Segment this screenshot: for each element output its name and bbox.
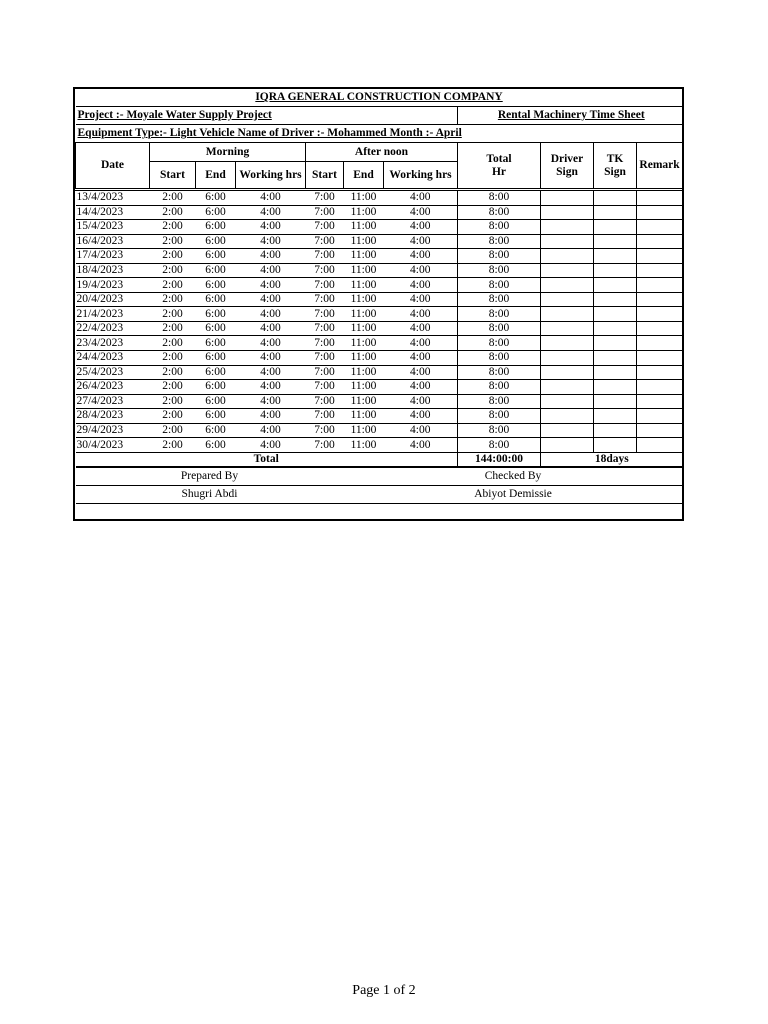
cell-date: 16/4/2023 <box>76 234 150 249</box>
cell-total: 8:00 <box>458 394 541 409</box>
cell-driver-sign <box>541 190 594 206</box>
cell-a-hrs: 4:00 <box>384 307 458 322</box>
cell-a-end: 11:00 <box>344 220 384 235</box>
cell-date: 21/4/2023 <box>76 307 150 322</box>
cell-a-hrs: 4:00 <box>384 336 458 351</box>
cell-a-start: 7:00 <box>306 278 344 293</box>
cell-total: 8:00 <box>458 234 541 249</box>
cell-a-end: 11:00 <box>344 365 384 380</box>
cell-driver-sign <box>541 234 594 249</box>
cell-m-start: 2:00 <box>150 365 196 380</box>
cell-total: 8:00 <box>458 190 541 206</box>
cell-m-hrs: 4:00 <box>236 336 306 351</box>
cell-date: 24/4/2023 <box>76 351 150 366</box>
cell-a-start: 7:00 <box>306 263 344 278</box>
cell-m-end: 6:00 <box>196 409 236 424</box>
cell-a-start: 7:00 <box>306 351 344 366</box>
cell-driver-sign <box>541 423 594 438</box>
cell-remark <box>637 423 683 438</box>
cell-m-end: 6:00 <box>196 336 236 351</box>
total-hours: 144:00:00 <box>458 452 541 467</box>
cell-date: 15/4/2023 <box>76 220 150 235</box>
cell-a-hrs: 4:00 <box>384 423 458 438</box>
table-row <box>76 321 683 336</box>
table-row <box>76 394 683 409</box>
cell-remark <box>637 409 683 424</box>
col-driver-sign: Driver Sign <box>541 143 594 190</box>
cell-m-end: 6:00 <box>196 292 236 307</box>
checked-by-label: Checked By <box>344 467 683 486</box>
cell-m-start: 2:00 <box>150 292 196 307</box>
cell-a-hrs: 4:00 <box>384 380 458 395</box>
table-row <box>76 292 683 307</box>
table-row <box>76 409 683 424</box>
cell-a-end: 11:00 <box>344 351 384 366</box>
cell-driver-sign <box>541 365 594 380</box>
cell-total: 8:00 <box>458 365 541 380</box>
cell-tk-sign <box>594 307 637 322</box>
cell-a-start: 7:00 <box>306 190 344 206</box>
cell-total: 8:00 <box>458 263 541 278</box>
cell-date: 27/4/2023 <box>76 394 150 409</box>
cell-driver-sign <box>541 292 594 307</box>
cell-tk-sign <box>594 365 637 380</box>
col-morning: Morning <box>150 143 306 162</box>
cell-remark <box>637 380 683 395</box>
cell-driver-sign <box>541 438 594 453</box>
cell-m-end: 6:00 <box>196 321 236 336</box>
cell-driver-sign <box>541 278 594 293</box>
cell-total: 8:00 <box>458 321 541 336</box>
cell-remark <box>637 205 683 220</box>
cell-date: 29/4/2023 <box>76 423 150 438</box>
cell-remark <box>637 321 683 336</box>
table-row <box>76 249 683 264</box>
cell-tk-sign <box>594 278 637 293</box>
cell-a-end: 11:00 <box>344 438 384 453</box>
cell-a-start: 7:00 <box>306 292 344 307</box>
cell-a-end: 11:00 <box>344 321 384 336</box>
table-row <box>76 307 683 322</box>
cell-remark <box>637 351 683 366</box>
cell-a-start: 7:00 <box>306 394 344 409</box>
cell-remark <box>637 234 683 249</box>
col-afternoon-end: End <box>344 162 384 190</box>
cell-m-end: 6:00 <box>196 394 236 409</box>
table-row <box>76 365 683 380</box>
cell-a-start: 7:00 <box>306 321 344 336</box>
cell-a-end: 11:00 <box>344 409 384 424</box>
cell-a-end: 11:00 <box>344 249 384 264</box>
cell-a-hrs: 4:00 <box>384 438 458 453</box>
cell-m-end: 6:00 <box>196 351 236 366</box>
col-remark: Remark <box>637 143 683 190</box>
cell-m-start: 2:00 <box>150 336 196 351</box>
cell-remark <box>637 394 683 409</box>
table-row <box>76 220 683 235</box>
cell-remark <box>637 438 683 453</box>
cell-m-start: 2:00 <box>150 234 196 249</box>
cell-m-end: 6:00 <box>196 220 236 235</box>
cell-m-end: 6:00 <box>196 263 236 278</box>
cell-driver-sign <box>541 394 594 409</box>
cell-a-hrs: 4:00 <box>384 351 458 366</box>
cell-a-start: 7:00 <box>306 205 344 220</box>
cell-tk-sign <box>594 263 637 278</box>
table-row <box>76 278 683 293</box>
cell-m-end: 6:00 <box>196 278 236 293</box>
cell-tk-sign <box>594 394 637 409</box>
cell-m-hrs: 4:00 <box>236 220 306 235</box>
col-morning-start: Start <box>150 162 196 190</box>
cell-a-start: 7:00 <box>306 423 344 438</box>
cell-tk-sign <box>594 336 637 351</box>
cell-a-start: 7:00 <box>306 220 344 235</box>
cell-m-start: 2:00 <box>150 409 196 424</box>
cell-m-hrs: 4:00 <box>236 263 306 278</box>
cell-a-end: 11:00 <box>344 278 384 293</box>
prepared-by-name: Shugri Abdi <box>76 485 344 503</box>
cell-m-hrs: 4:00 <box>236 278 306 293</box>
cell-a-start: 7:00 <box>306 307 344 322</box>
cell-tk-sign <box>594 321 637 336</box>
cell-total: 8:00 <box>458 205 541 220</box>
timesheet-rows <box>76 190 683 453</box>
cell-remark <box>637 307 683 322</box>
cell-date: 28/4/2023 <box>76 409 150 424</box>
table-row <box>76 263 683 278</box>
table-row <box>76 234 683 249</box>
cell-a-start: 7:00 <box>306 336 344 351</box>
cell-m-end: 6:00 <box>196 365 236 380</box>
cell-a-hrs: 4:00 <box>384 365 458 380</box>
cell-m-hrs: 4:00 <box>236 249 306 264</box>
cell-remark <box>637 263 683 278</box>
cell-tk-sign <box>594 220 637 235</box>
cell-driver-sign <box>541 220 594 235</box>
cell-remark <box>637 278 683 293</box>
table-row <box>76 438 683 453</box>
cell-tk-sign <box>594 438 637 453</box>
cell-remark <box>637 220 683 235</box>
cell-a-end: 11:00 <box>344 205 384 220</box>
cell-m-end: 6:00 <box>196 380 236 395</box>
cell-m-hrs: 4:00 <box>236 365 306 380</box>
cell-m-start: 2:00 <box>150 278 196 293</box>
cell-date: 18/4/2023 <box>76 263 150 278</box>
table-row <box>76 205 683 220</box>
cell-total: 8:00 <box>458 438 541 453</box>
cell-tk-sign <box>594 380 637 395</box>
cell-tk-sign <box>594 249 637 264</box>
cell-remark <box>637 249 683 264</box>
col-afternoon: After noon <box>306 143 458 162</box>
cell-date: 30/4/2023 <box>76 438 150 453</box>
cell-a-end: 11:00 <box>344 307 384 322</box>
cell-tk-sign <box>594 409 637 424</box>
cell-a-hrs: 4:00 <box>384 190 458 206</box>
cell-date: 13/4/2023 <box>76 190 150 206</box>
cell-driver-sign <box>541 263 594 278</box>
cell-m-end: 6:00 <box>196 234 236 249</box>
cell-m-hrs: 4:00 <box>236 351 306 366</box>
cell-m-hrs: 4:00 <box>236 205 306 220</box>
cell-m-hrs: 4:00 <box>236 380 306 395</box>
cell-m-start: 2:00 <box>150 438 196 453</box>
cell-a-end: 11:00 <box>344 234 384 249</box>
timesheet-table <box>75 89 683 519</box>
cell-a-end: 11:00 <box>344 394 384 409</box>
cell-m-start: 2:00 <box>150 190 196 206</box>
cell-date: 14/4/2023 <box>76 205 150 220</box>
cell-total: 8:00 <box>458 249 541 264</box>
cell-total: 8:00 <box>458 307 541 322</box>
cell-m-hrs: 4:00 <box>236 409 306 424</box>
col-morning-hrs: Working hrs <box>236 162 306 190</box>
cell-remark <box>637 292 683 307</box>
cell-m-start: 2:00 <box>150 351 196 366</box>
cell-m-end: 6:00 <box>196 307 236 322</box>
cell-total: 8:00 <box>458 336 541 351</box>
cell-tk-sign <box>594 423 637 438</box>
cell-a-hrs: 4:00 <box>384 409 458 424</box>
cell-a-end: 11:00 <box>344 263 384 278</box>
cell-total: 8:00 <box>458 351 541 366</box>
cell-m-start: 2:00 <box>150 307 196 322</box>
cell-driver-sign <box>541 205 594 220</box>
cell-m-start: 2:00 <box>150 423 196 438</box>
cell-m-end: 6:00 <box>196 423 236 438</box>
cell-date: 22/4/2023 <box>76 321 150 336</box>
cell-date: 23/4/2023 <box>76 336 150 351</box>
total-days: 18days <box>541 452 683 467</box>
col-tk-sign: TK Sign <box>594 143 637 190</box>
cell-a-end: 11:00 <box>344 380 384 395</box>
cell-m-start: 2:00 <box>150 220 196 235</box>
cell-total: 8:00 <box>458 409 541 424</box>
cell-total: 8:00 <box>458 220 541 235</box>
cell-date: 19/4/2023 <box>76 278 150 293</box>
cell-m-end: 6:00 <box>196 438 236 453</box>
cell-m-hrs: 4:00 <box>236 423 306 438</box>
cell-a-start: 7:00 <box>306 249 344 264</box>
cell-a-end: 11:00 <box>344 423 384 438</box>
cell-a-hrs: 4:00 <box>384 321 458 336</box>
cell-m-end: 6:00 <box>196 249 236 264</box>
cell-tk-sign <box>594 351 637 366</box>
cell-tk-sign <box>594 205 637 220</box>
cell-a-end: 11:00 <box>344 292 384 307</box>
cell-remark <box>637 365 683 380</box>
cell-date: 26/4/2023 <box>76 380 150 395</box>
cell-m-hrs: 4:00 <box>236 234 306 249</box>
total-label: Total <box>76 452 458 467</box>
col-date: Date <box>76 143 150 190</box>
cell-remark <box>637 336 683 351</box>
cell-m-end: 6:00 <box>196 205 236 220</box>
cell-m-hrs: 4:00 <box>236 190 306 206</box>
cell-a-start: 7:00 <box>306 365 344 380</box>
cell-total: 8:00 <box>458 278 541 293</box>
cell-date: 25/4/2023 <box>76 365 150 380</box>
cell-driver-sign <box>541 336 594 351</box>
cell-a-end: 11:00 <box>344 190 384 206</box>
cell-date: 20/4/2023 <box>76 292 150 307</box>
cell-driver-sign <box>541 307 594 322</box>
cell-date: 17/4/2023 <box>76 249 150 264</box>
cell-m-start: 2:00 <box>150 394 196 409</box>
cell-m-hrs: 4:00 <box>236 307 306 322</box>
total-row <box>76 452 683 467</box>
project-line: Project :- Moyale Water Supply Project <box>76 107 458 125</box>
cell-remark <box>637 190 683 206</box>
cell-a-end: 11:00 <box>344 336 384 351</box>
cell-a-hrs: 4:00 <box>384 220 458 235</box>
company-title: IQRA GENERAL CONSTRUCTION COMPANY <box>76 89 683 107</box>
sheet-title: Rental Machinery Time Sheet <box>458 107 683 125</box>
cell-a-hrs: 4:00 <box>384 263 458 278</box>
col-afternoon-hrs: Working hrs <box>384 162 458 190</box>
cell-tk-sign <box>594 292 637 307</box>
table-row <box>76 351 683 366</box>
table-row <box>76 423 683 438</box>
cell-driver-sign <box>541 351 594 366</box>
col-afternoon-start: Start <box>306 162 344 190</box>
cell-tk-sign <box>594 190 637 206</box>
cell-m-start: 2:00 <box>150 321 196 336</box>
cell-total: 8:00 <box>458 380 541 395</box>
cell-m-hrs: 4:00 <box>236 321 306 336</box>
cell-m-end: 6:00 <box>196 190 236 206</box>
col-total-hr: Total Hr <box>458 143 541 190</box>
cell-a-hrs: 4:00 <box>384 292 458 307</box>
cell-m-start: 2:00 <box>150 263 196 278</box>
prepared-by-label: Prepared By <box>76 467 344 486</box>
cell-a-hrs: 4:00 <box>384 205 458 220</box>
cell-m-hrs: 4:00 <box>236 394 306 409</box>
table-row <box>76 336 683 351</box>
cell-driver-sign <box>541 380 594 395</box>
table-row <box>76 190 683 206</box>
cell-driver-sign <box>541 409 594 424</box>
cell-a-hrs: 4:00 <box>384 249 458 264</box>
cell-a-hrs: 4:00 <box>384 278 458 293</box>
timesheet <box>73 87 684 521</box>
cell-driver-sign <box>541 249 594 264</box>
checked-by-name: Abiyot Demissie <box>344 485 683 503</box>
cell-a-start: 7:00 <box>306 234 344 249</box>
blank-row <box>76 503 683 519</box>
cell-m-start: 2:00 <box>150 205 196 220</box>
equipment-line: Equipment Type:- Light Vehicle Name of Driver :- Mohammed Month :- April <box>76 125 683 143</box>
cell-a-hrs: 4:00 <box>384 234 458 249</box>
page-number: Page 1 of 2 <box>352 983 416 998</box>
cell-tk-sign <box>594 234 637 249</box>
cell-a-start: 7:00 <box>306 438 344 453</box>
cell-total: 8:00 <box>458 423 541 438</box>
cell-a-start: 7:00 <box>306 409 344 424</box>
cell-m-hrs: 4:00 <box>236 292 306 307</box>
cell-m-start: 2:00 <box>150 249 196 264</box>
cell-m-hrs: 4:00 <box>236 438 306 453</box>
table-row <box>76 380 683 395</box>
cell-m-start: 2:00 <box>150 380 196 395</box>
col-morning-end: End <box>196 162 236 190</box>
cell-a-start: 7:00 <box>306 380 344 395</box>
cell-total: 8:00 <box>458 292 541 307</box>
cell-driver-sign <box>541 321 594 336</box>
cell-a-hrs: 4:00 <box>384 394 458 409</box>
